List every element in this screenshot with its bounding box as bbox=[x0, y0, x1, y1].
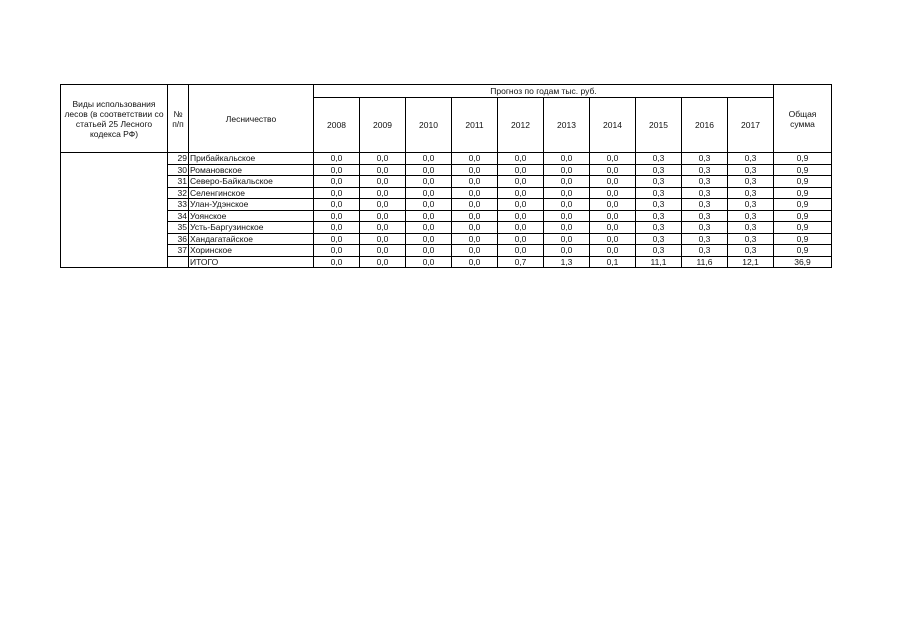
year-value: 0,0 bbox=[498, 176, 544, 188]
year-value: 0,0 bbox=[544, 233, 590, 245]
year-value: 0,3 bbox=[682, 222, 728, 234]
table-row bbox=[61, 210, 832, 222]
forecast-sheet bbox=[60, 84, 832, 268]
year-value: 0,3 bbox=[728, 233, 774, 245]
year-value: 0,0 bbox=[406, 233, 452, 245]
year-value: 0,0 bbox=[314, 153, 360, 165]
row-number: 35 bbox=[168, 222, 189, 234]
year-value: 0,0 bbox=[544, 199, 590, 211]
year-value: 0,0 bbox=[406, 153, 452, 165]
year-value: 0,0 bbox=[314, 210, 360, 222]
year-value: 0,3 bbox=[682, 199, 728, 211]
year-value: 0,0 bbox=[498, 164, 544, 176]
year-value: 0,0 bbox=[360, 245, 406, 257]
year-value: 0,0 bbox=[498, 199, 544, 211]
table-row bbox=[61, 164, 832, 176]
year-value: 0,0 bbox=[452, 233, 498, 245]
header-year: 2014 bbox=[590, 98, 636, 153]
usage-type-cell bbox=[61, 153, 168, 268]
table-header bbox=[61, 85, 832, 153]
year-value: 0,0 bbox=[360, 199, 406, 211]
row-number: 36 bbox=[168, 233, 189, 245]
year-value: 0,0 bbox=[360, 164, 406, 176]
year-value: 0,0 bbox=[498, 187, 544, 199]
year-value: 0,0 bbox=[406, 222, 452, 234]
row-number: 30 bbox=[168, 164, 189, 176]
total-year-value: 0,1 bbox=[590, 256, 636, 268]
year-value: 0,0 bbox=[498, 210, 544, 222]
total-year-value: 1,3 bbox=[544, 256, 590, 268]
year-value: 0,3 bbox=[728, 187, 774, 199]
year-value: 0,0 bbox=[406, 245, 452, 257]
row-number: 31 bbox=[168, 176, 189, 188]
year-value: 0,3 bbox=[682, 153, 728, 165]
year-value: 0,3 bbox=[636, 176, 682, 188]
header-year: 2012 bbox=[498, 98, 544, 153]
year-value: 0,3 bbox=[682, 245, 728, 257]
year-value: 0,0 bbox=[406, 210, 452, 222]
year-value: 0,0 bbox=[406, 164, 452, 176]
year-value: 0,0 bbox=[544, 176, 590, 188]
table-row bbox=[61, 176, 832, 188]
total-year-value: 0,0 bbox=[406, 256, 452, 268]
row-total: 0,9 bbox=[774, 245, 832, 257]
year-value: 0,0 bbox=[452, 210, 498, 222]
year-value: 0,0 bbox=[452, 164, 498, 176]
year-value: 0,3 bbox=[636, 153, 682, 165]
year-value: 0,3 bbox=[636, 233, 682, 245]
total-year-value: 0,0 bbox=[452, 256, 498, 268]
year-value: 0,0 bbox=[360, 233, 406, 245]
year-value: 0,0 bbox=[544, 164, 590, 176]
year-value: 0,0 bbox=[360, 210, 406, 222]
row-number: 29 bbox=[168, 153, 189, 165]
year-value: 0,3 bbox=[636, 199, 682, 211]
year-value: 0,0 bbox=[590, 210, 636, 222]
year-value: 0,3 bbox=[728, 176, 774, 188]
header-year: 2017 bbox=[728, 98, 774, 153]
year-value: 0,3 bbox=[636, 210, 682, 222]
year-value: 0,0 bbox=[314, 233, 360, 245]
year-value: 0,3 bbox=[636, 164, 682, 176]
row-total: 0,9 bbox=[774, 153, 832, 165]
year-value: 0,0 bbox=[406, 187, 452, 199]
row-total: 0,9 bbox=[774, 233, 832, 245]
forestry-name: Уоянское bbox=[189, 210, 314, 222]
table-row bbox=[61, 187, 832, 199]
year-value: 0,0 bbox=[314, 176, 360, 188]
total-year-value: 11,1 bbox=[636, 256, 682, 268]
table-row bbox=[61, 199, 832, 211]
year-value: 0,3 bbox=[728, 210, 774, 222]
year-value: 0,0 bbox=[360, 153, 406, 165]
total-year-value: 11,6 bbox=[682, 256, 728, 268]
row-total: 0,9 bbox=[774, 199, 832, 211]
header-total-sum: Общая сумма bbox=[774, 85, 832, 153]
total-year-value: 12,1 bbox=[728, 256, 774, 268]
year-value: 0,0 bbox=[452, 187, 498, 199]
header-forestry: Лесничество bbox=[189, 85, 314, 153]
year-value: 0,0 bbox=[314, 187, 360, 199]
year-value: 0,0 bbox=[498, 153, 544, 165]
year-value: 0,3 bbox=[682, 233, 728, 245]
year-value: 0,0 bbox=[406, 176, 452, 188]
year-value: 0,3 bbox=[682, 187, 728, 199]
total-year-value: 0,0 bbox=[360, 256, 406, 268]
row-number: 37 bbox=[168, 245, 189, 257]
header-forecast-group: Прогноз по годам тыс. руб. bbox=[314, 85, 774, 98]
forestry-name: Хандагатайское bbox=[189, 233, 314, 245]
table-row bbox=[61, 233, 832, 245]
year-value: 0,0 bbox=[406, 199, 452, 211]
forestry-name: Романовское bbox=[189, 164, 314, 176]
total-year-value: 0,0 bbox=[314, 256, 360, 268]
row-total: 0,9 bbox=[774, 210, 832, 222]
table-row bbox=[61, 245, 832, 257]
row-number: 32 bbox=[168, 187, 189, 199]
row-total: 0,9 bbox=[774, 222, 832, 234]
year-value: 0,0 bbox=[590, 199, 636, 211]
year-value: 0,0 bbox=[314, 222, 360, 234]
year-value: 0,0 bbox=[360, 176, 406, 188]
forestry-name: Северо-Байкальское bbox=[189, 176, 314, 188]
year-value: 0,0 bbox=[590, 233, 636, 245]
year-value: 0,0 bbox=[452, 199, 498, 211]
year-value: 0,0 bbox=[590, 187, 636, 199]
row-total: 0,9 bbox=[774, 176, 832, 188]
year-value: 0,0 bbox=[498, 233, 544, 245]
year-value: 0,0 bbox=[452, 153, 498, 165]
year-value: 0,0 bbox=[590, 245, 636, 257]
header-year: 2013 bbox=[544, 98, 590, 153]
year-value: 0,3 bbox=[636, 245, 682, 257]
year-value: 0,3 bbox=[682, 176, 728, 188]
total-row-number bbox=[168, 256, 189, 268]
year-value: 0,0 bbox=[452, 176, 498, 188]
year-value: 0,0 bbox=[498, 245, 544, 257]
year-value: 0,0 bbox=[590, 222, 636, 234]
table-row bbox=[61, 153, 832, 165]
row-total: 0,9 bbox=[774, 187, 832, 199]
year-value: 0,0 bbox=[314, 199, 360, 211]
year-value: 0,3 bbox=[728, 245, 774, 257]
forestry-name: Селенгинское bbox=[189, 187, 314, 199]
year-value: 0,0 bbox=[360, 222, 406, 234]
forestry-name: Хоринское bbox=[189, 245, 314, 257]
year-value: 0,0 bbox=[314, 164, 360, 176]
forestry-name: Улан-Удэнское bbox=[189, 199, 314, 211]
year-value: 0,3 bbox=[636, 222, 682, 234]
year-value: 0,0 bbox=[544, 153, 590, 165]
year-value: 0,3 bbox=[728, 164, 774, 176]
row-number: 34 bbox=[168, 210, 189, 222]
total-label: ИТОГО bbox=[189, 256, 314, 268]
header-year: 2008 bbox=[314, 98, 360, 153]
table-body bbox=[61, 153, 832, 268]
year-value: 0,0 bbox=[590, 153, 636, 165]
forestry-name: Прибайкальское bbox=[189, 153, 314, 165]
header-year: 2009 bbox=[360, 98, 406, 153]
year-value: 0,0 bbox=[544, 222, 590, 234]
year-value: 0,3 bbox=[636, 187, 682, 199]
year-value: 0,3 bbox=[682, 210, 728, 222]
forecast-table bbox=[60, 84, 832, 268]
year-value: 0,3 bbox=[728, 153, 774, 165]
header-number: № п/п bbox=[168, 85, 189, 153]
year-value: 0,3 bbox=[728, 222, 774, 234]
year-value: 0,0 bbox=[314, 245, 360, 257]
year-value: 0,0 bbox=[360, 187, 406, 199]
total-row bbox=[61, 256, 832, 268]
year-value: 0,0 bbox=[590, 176, 636, 188]
header-year: 2010 bbox=[406, 98, 452, 153]
header-year: 2011 bbox=[452, 98, 498, 153]
year-value: 0,0 bbox=[590, 164, 636, 176]
year-value: 0,0 bbox=[544, 187, 590, 199]
forestry-name: Усть-Баргузинское bbox=[189, 222, 314, 234]
year-value: 0,3 bbox=[682, 164, 728, 176]
year-value: 0,0 bbox=[498, 222, 544, 234]
total-year-value: 0,7 bbox=[498, 256, 544, 268]
table-row bbox=[61, 222, 832, 234]
header-year: 2016 bbox=[682, 98, 728, 153]
row-number: 33 bbox=[168, 199, 189, 211]
header-year: 2015 bbox=[636, 98, 682, 153]
year-value: 0,0 bbox=[452, 222, 498, 234]
row-total: 0,9 bbox=[774, 164, 832, 176]
year-value: 0,0 bbox=[452, 245, 498, 257]
year-value: 0,0 bbox=[544, 210, 590, 222]
header-usage-type: Виды использования лесов (в соответствии со статьей 25 Лесного кодекса РФ) bbox=[61, 85, 168, 153]
year-value: 0,0 bbox=[544, 245, 590, 257]
year-value: 0,3 bbox=[728, 199, 774, 211]
grand-total: 36,9 bbox=[774, 256, 832, 268]
